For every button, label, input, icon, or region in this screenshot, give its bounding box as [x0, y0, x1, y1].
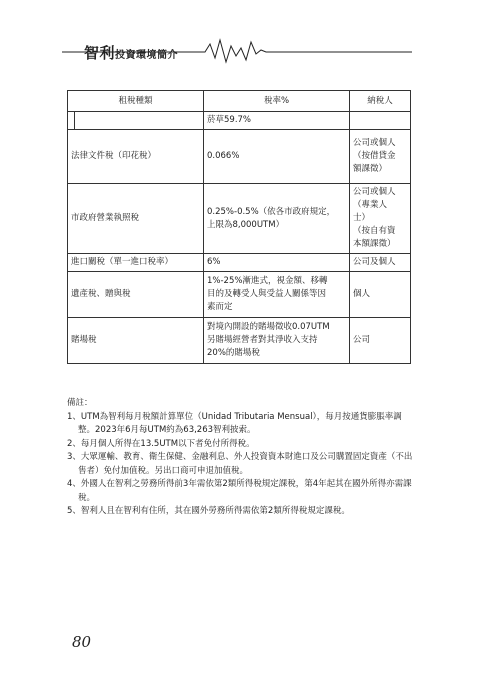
table-row	[68, 112, 411, 130]
note-item: 1、UTM為智利每月稅額計算單位（Unidad Tributaria Mensual），每月按通貨膨脹率調整。2023年6月每UTM約為63,263智利披索。	[67, 411, 402, 435]
rate-cell: 0.066%	[204, 130, 350, 184]
header-payer: 納稅人	[350, 91, 411, 112]
table-row	[68, 184, 411, 254]
notes-heading: 備註：	[67, 398, 93, 408]
tax-type-cell: 市政府營業執照稅	[68, 184, 204, 254]
page-header	[0, 0, 480, 70]
note-item: 3、大眾運輸、教育、衛生保健、金融利息、外人投資資本財進口及公司購置固定資產（不出售者）免付加值稅。另出口商可申退加值稅。	[67, 452, 413, 476]
payer-cell: 公司或個人 （專業人 士） （按自有資 本額課徵）	[350, 184, 411, 254]
note-item: 5、智利人且在智利有住所，其在國外勞務所得需依第2類所得稅規定課稅。	[67, 506, 350, 516]
note-item: 2、每月個人所得在13.5UTM以下者免付所得稅。	[67, 438, 255, 449]
notes-section	[67, 397, 417, 519]
empty-cell	[75, 112, 204, 130]
tobacco-rate-cell: 菸草59.7%	[204, 112, 350, 130]
tax-type-cell: 賭場稅	[68, 318, 204, 364]
rate-cell: 6%	[204, 254, 350, 272]
heartbeat-line-icon	[0, 0, 480, 70]
header-title: 智利投資環境簡介	[84, 44, 179, 62]
payer-cell: 公司及個人	[350, 254, 411, 272]
table-row	[68, 130, 411, 184]
table-header-row	[68, 91, 411, 112]
payer-cell: 公司	[350, 318, 411, 364]
header-rate: 稅率%	[204, 91, 350, 112]
page-number: 80	[72, 633, 92, 651]
payer-cell: 公司或個人 （按借貸金 額課徵）	[350, 130, 411, 184]
rate-cell: 對境內開設的賭場徵收0.07UTM 另賭場經營者對其淨收入支持 20%的賭場稅	[204, 318, 350, 364]
empty-cell	[350, 112, 411, 130]
header-tax-type: 租稅種類	[68, 91, 204, 112]
tax-table	[67, 90, 411, 364]
tax-type-cell: 法律文件稅（印花稅）	[68, 130, 204, 184]
table-row	[68, 272, 411, 318]
table-row	[68, 318, 411, 364]
table-row	[68, 254, 411, 272]
payer-cell: 個人	[350, 272, 411, 318]
tax-type-cell: 遺產稅、贈與稅	[68, 272, 204, 318]
tax-type-cell: 進口關稅（單一進口稅率）	[68, 254, 204, 272]
rate-cell: 1%-25%漸進式，視金額、移轉 目的及轉受人與受益人關係等因 素而定	[204, 272, 350, 318]
note-item: 4、外國人在智利之勞務所得前3年需依第2類所得稅規定課稅，第4年起其在國外所得亦需課稅。	[67, 479, 412, 503]
empty-cell	[68, 112, 75, 130]
rate-cell: 0.25%-0.5%（依各市政府規定， 上限為8,000UTM）	[204, 184, 350, 254]
